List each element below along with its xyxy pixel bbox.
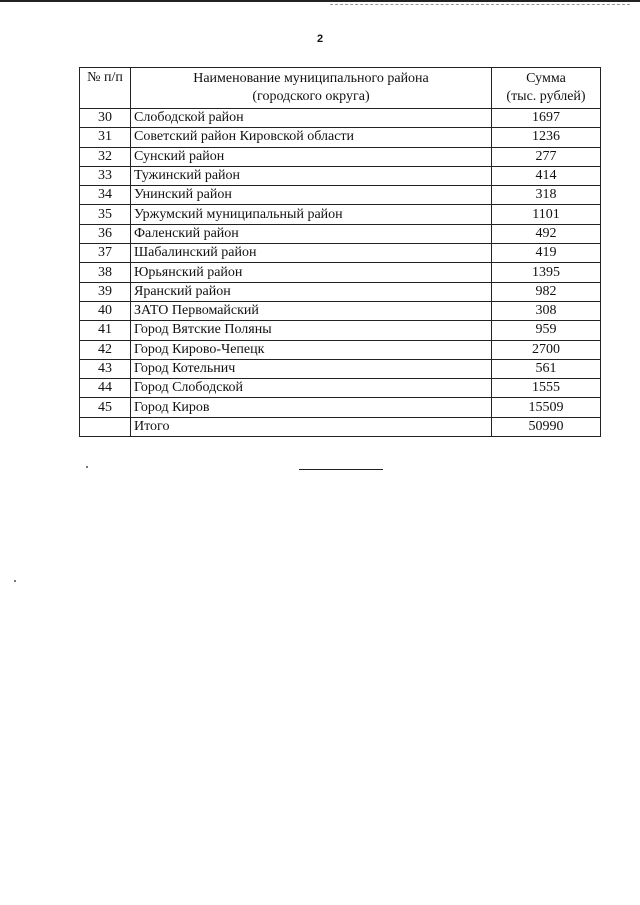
row-number: 34 (80, 186, 131, 205)
scan-speck (86, 466, 88, 468)
row-name: Сунский район (131, 147, 492, 166)
row-sum: 1555 (492, 379, 601, 398)
table-row (80, 224, 601, 243)
row-number: 43 (80, 359, 131, 378)
row-number: 41 (80, 321, 131, 340)
allocation-table (79, 67, 601, 437)
scan-edge-line (0, 0, 640, 2)
row-sum: 308 (492, 301, 601, 320)
row-sum: 492 (492, 224, 601, 243)
row-number: 45 (80, 398, 131, 417)
row-name: ЗАТО Первомайский (131, 301, 492, 320)
table-row (80, 128, 601, 147)
end-divider-rule (299, 469, 383, 470)
row-name: Советский район Кировской области (131, 128, 492, 147)
row-name: Город Киров (131, 398, 492, 417)
table-row (80, 301, 601, 320)
row-name: Уржумский муниципальный район (131, 205, 492, 224)
row-number: 31 (80, 128, 131, 147)
row-number: 36 (80, 224, 131, 243)
table-row (80, 379, 601, 398)
row-sum: 277 (492, 147, 601, 166)
row-sum: 2700 (492, 340, 601, 359)
row-sum: 1697 (492, 109, 601, 128)
table-row (80, 321, 601, 340)
page-number: 2 (316, 33, 324, 45)
table-row (80, 109, 601, 128)
row-sum: 1395 (492, 263, 601, 282)
row-number: 30 (80, 109, 131, 128)
table-row (80, 359, 601, 378)
table-row (80, 244, 601, 263)
table-row (80, 340, 601, 359)
header-name-line2: (городского округа) (252, 89, 370, 104)
row-sum: 414 (492, 166, 601, 185)
total-number-empty (80, 417, 131, 436)
row-sum: 15509 (492, 398, 601, 417)
row-number: 33 (80, 166, 131, 185)
row-name: Фаленский район (131, 224, 492, 243)
row-sum: 1101 (492, 205, 601, 224)
row-name: Город Слободской (131, 379, 492, 398)
scan-speck (14, 580, 16, 582)
row-sum: 982 (492, 282, 601, 301)
row-sum: 959 (492, 321, 601, 340)
row-name: Слободской район (131, 109, 492, 128)
row-number: 44 (80, 379, 131, 398)
row-name: Тужинский район (131, 166, 492, 185)
row-number: 39 (80, 282, 131, 301)
table-row (80, 205, 601, 224)
row-number: 42 (80, 340, 131, 359)
header-number: № п/п (80, 68, 131, 109)
row-sum: 419 (492, 244, 601, 263)
table-row (80, 398, 601, 417)
row-sum: 1236 (492, 128, 601, 147)
table-row (80, 263, 601, 282)
header-sum (492, 68, 601, 109)
table-body (80, 109, 601, 437)
header-sum-line2: (тыс. рублей) (506, 89, 586, 104)
header-sum-line1: Сумма (526, 71, 566, 86)
row-number: 35 (80, 205, 131, 224)
row-name: Город Котельнич (131, 359, 492, 378)
row-number: 37 (80, 244, 131, 263)
total-label: Итого (131, 417, 492, 436)
table-header-row (80, 68, 601, 109)
total-sum: 50990 (492, 417, 601, 436)
header-name-line1: Наименование муниципального района (193, 71, 429, 86)
row-sum: 561 (492, 359, 601, 378)
scan-edge-dashes (330, 4, 630, 6)
row-number: 40 (80, 301, 131, 320)
table-row (80, 282, 601, 301)
row-sum: 318 (492, 186, 601, 205)
row-name: Яранский район (131, 282, 492, 301)
table-row (80, 186, 601, 205)
total-row (80, 417, 601, 436)
table-row (80, 147, 601, 166)
row-name: Шабалинский район (131, 244, 492, 263)
header-name (131, 68, 492, 109)
row-name: Город Вятские Поляны (131, 321, 492, 340)
table-row (80, 166, 601, 185)
row-name: Юрьянский район (131, 263, 492, 282)
row-name: Унинский район (131, 186, 492, 205)
row-number: 32 (80, 147, 131, 166)
row-number: 38 (80, 263, 131, 282)
row-name: Город Кирово-Чепецк (131, 340, 492, 359)
